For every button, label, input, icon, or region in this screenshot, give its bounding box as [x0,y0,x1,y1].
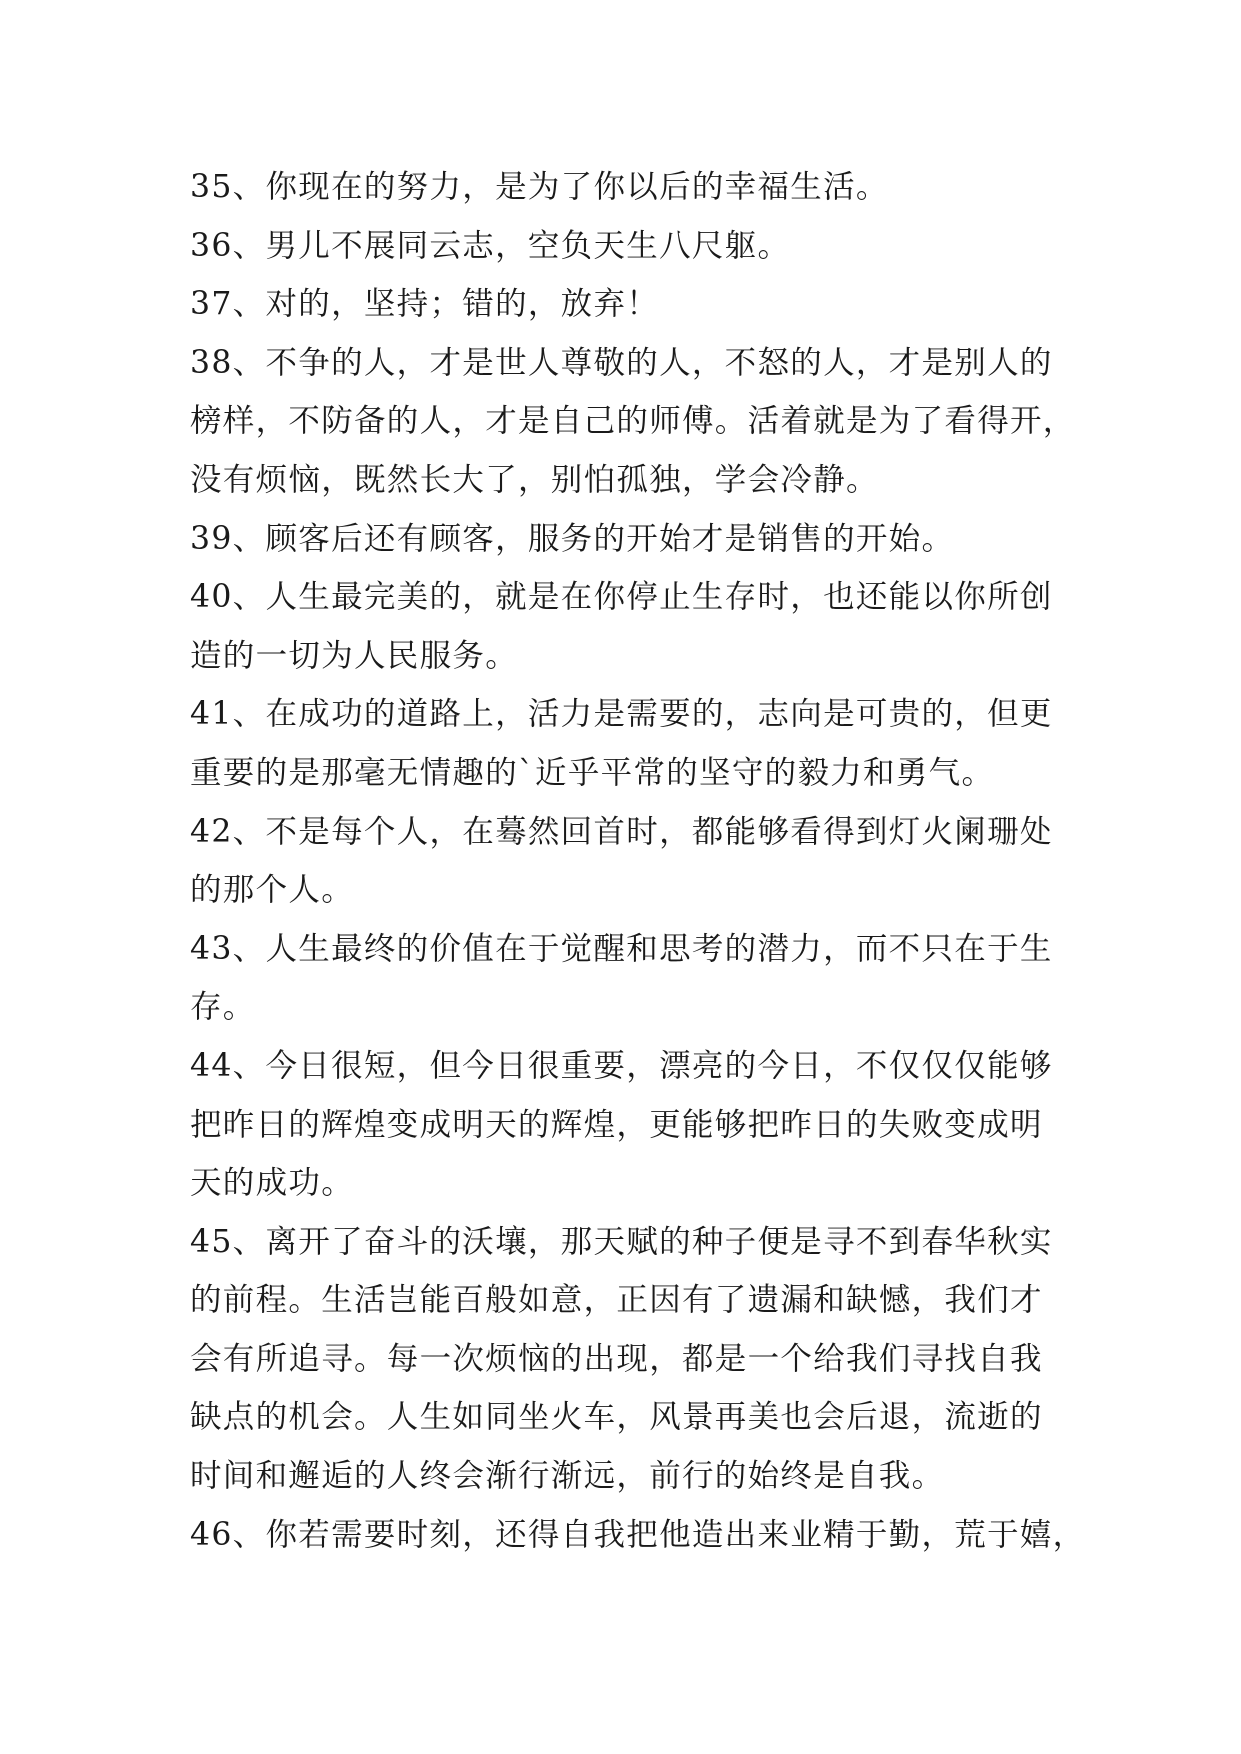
text-line-38-b: 榜样，不防备的人，才是自己的师傅。活着就是为了看得开， [190,403,1076,440]
text-line-37: 37、对的，坚持；错的，放弃！ [190,286,660,323]
text-line-44-a: 44、今日很短，但今日很重要，漂亮的今日，不仅仅仅能够 [190,1047,1053,1084]
text-line-38-c: 没有烦恼，既然长大了，别怕孤独，学会冷静。 [190,461,879,498]
text-line-35: 35、你现在的努力，是为了你以后的幸福生活。 [190,169,889,205]
text-line-45-b: 的前程。生活岂能百般如意，正因有了遗漏和缺憾，我们才 [190,1282,1043,1319]
text-line-38-a: 38、不争的人，才是世人尊敬的人，不怒的人，才是别人的 [190,344,1053,381]
document-body [190,158,1086,1564]
text-line-43-a: 43、人生最终的价值在于觉醒和思考的潜力，而不只在于生 [190,930,1053,967]
text-line-46: 46、你若需要时刻，还得自我把他造出来业精于勤，荒于嬉， [190,1516,1086,1553]
text-line-44-b: 把昨日的辉煌变成明天的辉煌，更能够把昨日的失败变成明 [190,1106,1043,1143]
text-line-45-a: 45、离开了奋斗的沃壤，那天赋的种子便是寻不到春华秋实 [190,1223,1053,1260]
text-line-40-a: 40、人生最完美的，就是在你停止生存时，也还能以你所创 [190,579,1053,616]
text-line-41-a: 41、在成功的道路上，活力是需要的，志向是可贵的，但更 [190,696,1053,733]
text-line-44-c: 天的成功。 [190,1165,355,1202]
text-line-42-b: 的那个人。 [190,872,355,909]
text-line-43-b: 存。 [190,989,256,1026]
text-line-40-b: 造的一切为人民服务。 [190,637,519,674]
text-line-36: 36、男儿不展同云志，空负天生八尺躯。 [190,227,791,264]
text-line-45-d: 缺点的机会。人生如同坐火车，风景再美也会后退，流逝的 [190,1399,1043,1436]
text-line-39: 39、顾客后还有顾客，服务的开始才是销售的开始。 [190,520,955,557]
text-line-45-e: 时间和邂逅的人终会渐行渐远，前行的始终是自我。 [190,1458,945,1495]
text-line-42-a: 42、不是每个人，在蓦然回首时，都能够看得到灯火阑珊处 [190,813,1053,850]
text-line-45-c: 会有所追寻。每一次烦恼的出现，都是一个给我们寻找自我 [190,1340,1043,1377]
text-line-41-b: 重要的是那毫无情趣的`近乎平常的坚守的毅力和勇气。 [190,754,995,791]
